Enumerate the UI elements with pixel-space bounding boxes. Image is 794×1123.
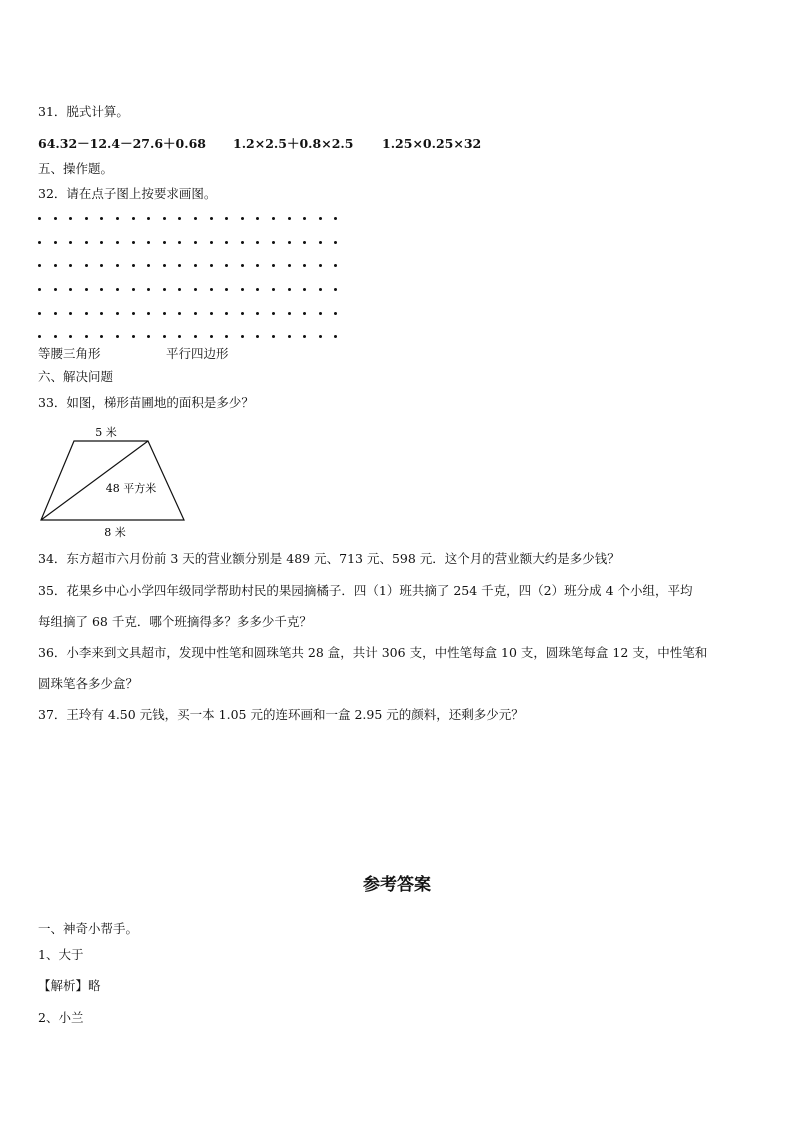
grid-dot <box>178 264 181 267</box>
grid-dot <box>147 217 150 220</box>
grid-dot <box>38 264 41 267</box>
grid-dot <box>210 335 213 338</box>
q32-title: 32．请在点子图上按要求画图。 <box>38 186 217 201</box>
grid-dot <box>272 217 275 220</box>
q31-expression-2: 1.2×2.5＋0.8×2.5 <box>233 136 354 151</box>
grid-dot <box>319 288 322 291</box>
grid-dot <box>194 217 197 220</box>
grid-dot <box>241 241 244 244</box>
q36-line-2: 圆珠笔各多少盒？ <box>38 676 139 691</box>
trapezoid-bottom-label: 8 米 <box>104 526 126 539</box>
grid-dot <box>178 312 181 315</box>
grid-dot <box>225 312 228 315</box>
grid-dot <box>272 335 275 338</box>
grid-dot <box>132 217 135 220</box>
grid-dot <box>163 217 166 220</box>
grid-dot <box>100 241 103 244</box>
grid-dot <box>38 217 41 220</box>
grid-dot <box>225 335 228 338</box>
grid-dot <box>163 312 166 315</box>
grid-dot <box>303 217 306 220</box>
trapezoid-figure <box>38 420 198 542</box>
grid-dot <box>69 217 72 220</box>
q31-title: 31．脱式计算。 <box>38 104 129 119</box>
grid-dot <box>303 335 306 338</box>
grid-dot <box>288 335 291 338</box>
grid-dot <box>272 264 275 267</box>
dot-row <box>38 231 350 255</box>
q33-title: 33．如图，梯形苗圃地的面积是多少？ <box>38 395 254 410</box>
grid-dot <box>241 312 244 315</box>
grid-dot <box>210 241 213 244</box>
grid-dot <box>303 288 306 291</box>
q35-line-1: 35．花果乡中心小学四年级同学帮助村民的果园摘橘子．四（1）班共摘了 254 千克，四（2）班分成 4 个小组，平均 <box>38 583 693 598</box>
grid-dot <box>210 217 213 220</box>
dot-row <box>38 254 350 278</box>
grid-dot <box>319 312 322 315</box>
grid-dot <box>319 264 322 267</box>
grid-dot <box>54 335 57 338</box>
grid-dot <box>225 241 228 244</box>
q36-line-1: 36．小李来到文具超市，发现中性笔和圆珠笔共 28 盒，共计 306 支，中性笔每盒 10 支，圆珠笔每盒 12 支，中性笔和 <box>38 645 708 660</box>
grid-dot <box>319 217 322 220</box>
grid-dot <box>132 335 135 338</box>
grid-dot <box>334 335 337 338</box>
grid-dot <box>132 288 135 291</box>
grid-dot <box>116 241 119 244</box>
grid-dot <box>85 241 88 244</box>
grid-dot <box>194 264 197 267</box>
grid-dot <box>256 217 259 220</box>
grid-dot <box>288 312 291 315</box>
grid-dot <box>256 335 259 338</box>
grid-dot <box>256 312 259 315</box>
grid-dot <box>210 288 213 291</box>
grid-dot <box>241 335 244 338</box>
grid-dot <box>194 312 197 315</box>
grid-dot <box>69 335 72 338</box>
grid-dot <box>69 264 72 267</box>
section-5-heading: 五、操作题。 <box>38 161 114 176</box>
grid-dot <box>85 217 88 220</box>
grid-dot <box>319 241 322 244</box>
grid-dot <box>241 264 244 267</box>
dot-row <box>38 301 350 325</box>
q31-expression-1: 64.32－12.4－27.6＋0.68 <box>38 136 206 151</box>
grid-dot <box>116 335 119 338</box>
grid-dot <box>116 217 119 220</box>
grid-dot <box>147 288 150 291</box>
grid-dot <box>178 217 181 220</box>
grid-dot <box>303 312 306 315</box>
dot-row <box>38 207 350 231</box>
grid-dot <box>100 264 103 267</box>
grid-dot <box>69 312 72 315</box>
grid-dot <box>100 335 103 338</box>
grid-dot <box>85 264 88 267</box>
grid-dot <box>85 288 88 291</box>
grid-dot <box>100 288 103 291</box>
grid-dot <box>38 312 41 315</box>
answers-section-1: 一、神奇小帮手。 <box>38 921 139 936</box>
grid-dot <box>54 288 57 291</box>
grid-dot <box>210 312 213 315</box>
grid-dot <box>163 288 166 291</box>
answer-1-analysis: 【解析】略 <box>38 978 101 993</box>
grid-dot <box>54 264 57 267</box>
q37-text: 37．王玲有 4.50 元钱，买一本 1.05 元的连环画和一盒 2.95 元的颜料，还剩多少元？ <box>38 707 524 722</box>
grid-dot <box>225 288 228 291</box>
q35-line-2: 每组摘了 68 千克．哪个班摘得多？多多少千克？ <box>38 614 312 629</box>
dot-grid <box>38 207 350 349</box>
grid-dot <box>54 241 57 244</box>
grid-dot <box>241 288 244 291</box>
grid-dot <box>147 264 150 267</box>
grid-dot <box>54 217 57 220</box>
grid-dot <box>272 312 275 315</box>
trapezoid-top-label: 5 米 <box>95 426 117 439</box>
grid-dot <box>116 264 119 267</box>
answer-2: 2、小兰 <box>38 1010 84 1025</box>
dot-row <box>38 278 350 302</box>
grid-dot <box>132 264 135 267</box>
q34-text: 34．东方超市六月份前 3 天的营业额分别是 489 元、713 元、598 元．这个月的营业额大约是多少钱？ <box>38 551 620 566</box>
grid-dot <box>225 264 228 267</box>
grid-dot <box>210 264 213 267</box>
isosceles-triangle-label: 等腰三角形 <box>38 346 101 361</box>
grid-dot <box>334 217 337 220</box>
grid-dot <box>194 288 197 291</box>
grid-dot <box>288 217 291 220</box>
grid-dot <box>334 312 337 315</box>
grid-dot <box>116 312 119 315</box>
grid-dot <box>163 335 166 338</box>
grid-dot <box>256 288 259 291</box>
grid-dot <box>194 241 197 244</box>
grid-dot <box>194 335 197 338</box>
grid-dot <box>69 288 72 291</box>
grid-dot <box>272 288 275 291</box>
grid-dot <box>54 312 57 315</box>
grid-dot <box>38 335 41 338</box>
grid-dot <box>116 288 119 291</box>
grid-dot <box>334 288 337 291</box>
grid-dot <box>241 217 244 220</box>
grid-dot <box>178 241 181 244</box>
grid-dot <box>132 241 135 244</box>
grid-dot <box>147 241 150 244</box>
grid-dot <box>178 288 181 291</box>
grid-dot <box>303 264 306 267</box>
grid-dot <box>38 288 41 291</box>
answer-1: 1、大于 <box>38 947 84 962</box>
q31-expression-3: 1.25×0.25×32 <box>382 136 482 151</box>
grid-dot <box>319 335 322 338</box>
answers-title: 参考答案 <box>363 875 431 895</box>
grid-dot <box>288 264 291 267</box>
grid-dot <box>38 241 41 244</box>
grid-dot <box>256 264 259 267</box>
grid-dot <box>147 312 150 315</box>
grid-dot <box>100 312 103 315</box>
grid-dot <box>334 264 337 267</box>
grid-dot <box>85 335 88 338</box>
grid-dot <box>288 241 291 244</box>
grid-dot <box>85 312 88 315</box>
grid-dot <box>303 241 306 244</box>
grid-dot <box>256 241 259 244</box>
grid-dot <box>288 288 291 291</box>
grid-dot <box>163 241 166 244</box>
parallelogram-label: 平行四边形 <box>166 346 229 361</box>
grid-dot <box>225 217 228 220</box>
grid-dot <box>100 217 103 220</box>
grid-dot <box>147 335 150 338</box>
grid-dot <box>272 241 275 244</box>
grid-dot <box>334 241 337 244</box>
grid-dot <box>132 312 135 315</box>
trapezoid-area-label: 48 平方米 <box>105 482 157 495</box>
grid-dot <box>163 264 166 267</box>
grid-dot <box>178 335 181 338</box>
grid-dot <box>69 241 72 244</box>
trapezoid-shape <box>41 441 184 520</box>
section-6-heading: 六、解决问题 <box>38 369 114 384</box>
